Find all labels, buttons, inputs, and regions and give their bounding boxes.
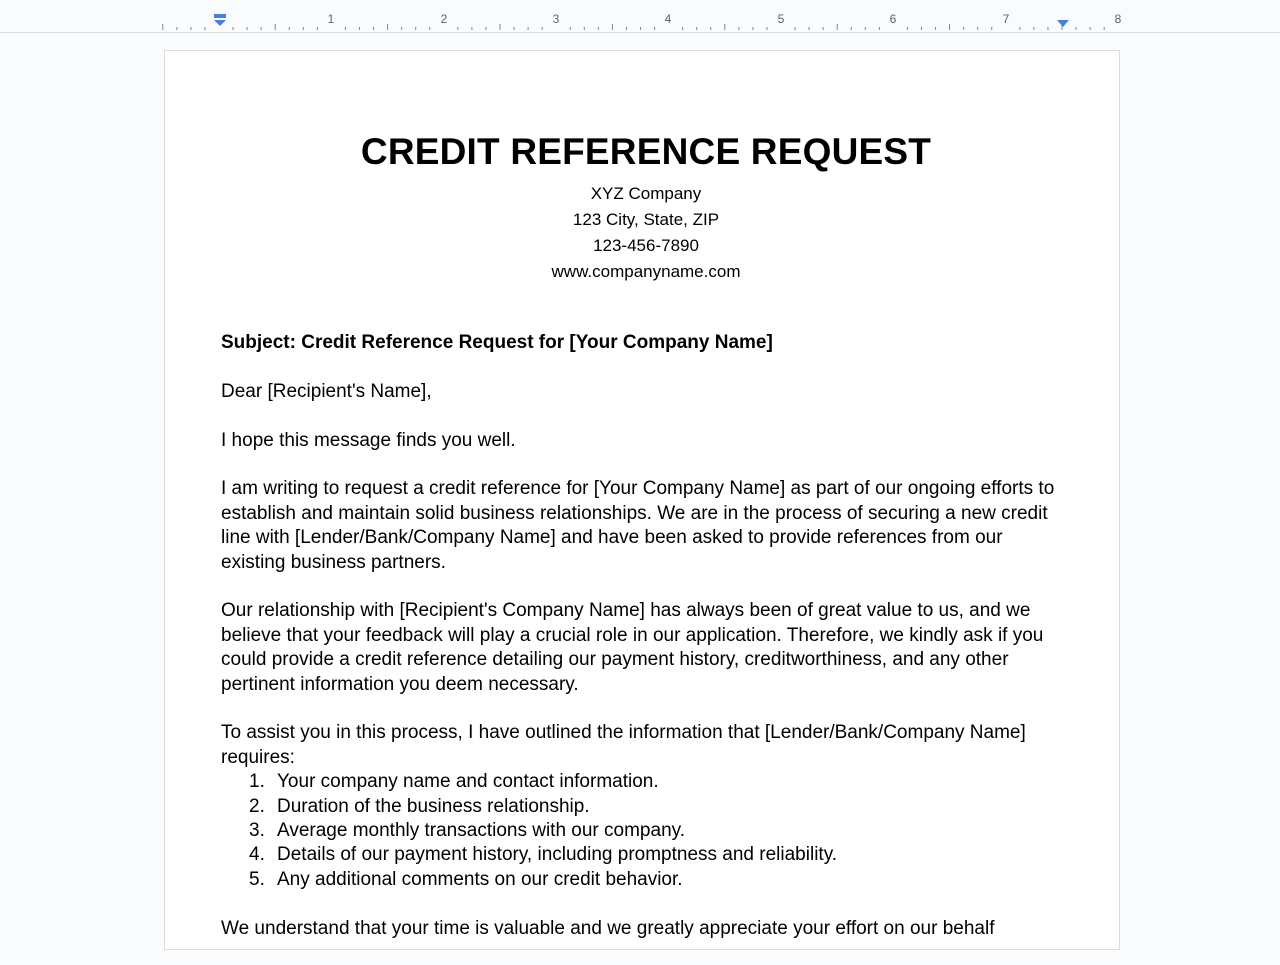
ruler-number: 1 <box>327 12 335 26</box>
horizontal-ruler[interactable] <box>0 0 1280 33</box>
salutation: Dear [Recipient's Name], <box>221 380 432 402</box>
ruler-number: 3 <box>552 12 560 26</box>
paragraph-partial: We understand that your time is valuable and we greatly appreciate your effort on our behalf <box>221 917 995 939</box>
list-number: 5. <box>249 868 265 890</box>
paragraph: Our relationship with [Recipient's Company Name] has always been of great value to us, and we believe that your feedback will play a crucial role in our application. Therefore, we kindly ask if you could provide a credit reference detailing our payment history, creditworthiness, and any other pertinent information you deem necessary. <box>221 600 1044 695</box>
list-text: Average monthly transactions with our company. <box>277 820 685 842</box>
list-number: 2. <box>249 795 265 817</box>
ruler-number: 8 <box>1114 12 1122 26</box>
list-number: 3. <box>249 820 265 842</box>
paragraph: I hope this message finds you well. <box>221 429 516 451</box>
subject-line: Subject: Credit Reference Request for [Your Company Name] <box>221 332 773 353</box>
ruler-number: 5 <box>777 12 785 26</box>
company-phone: 123-456-7890 <box>593 236 699 255</box>
list-text: Your company name and contact information. <box>277 771 659 793</box>
ruler-number: 7 <box>1002 12 1010 26</box>
list-item <box>221 843 1071 867</box>
list-text: Duration of the business relationship. <box>277 795 590 817</box>
list-item <box>221 770 1071 794</box>
list-number: 1. <box>249 771 265 793</box>
company-website: www.companyname.com <box>551 262 741 281</box>
ruler-number: 4 <box>664 12 672 26</box>
ruler-ticks <box>0 0 1280 32</box>
list-text: Any additional comments on our credit behavior. <box>277 868 683 890</box>
right-indent-marker[interactable] <box>1055 19 1071 31</box>
document-title: CREDIT REFERENCE REQUEST <box>360 131 932 172</box>
list-item <box>221 868 1071 892</box>
company-address: 123 City, State, ZIP <box>572 210 720 229</box>
document-page[interactable] <box>164 50 1120 950</box>
list-text: Details of our payment history, including promptness and reliability. <box>277 844 838 866</box>
list-item <box>221 819 1071 843</box>
paragraph: I am writing to request a credit reference for [Your Company Name] as part of our ongoing efforts to establish and maintain solid business relationships. We are in the process of securing a new credit line with [Lender/Bank/Company Name] and have been asked to provide references from our existing business partners. <box>221 478 1055 573</box>
list-number: 4. <box>249 844 265 866</box>
left-indent-marker[interactable] <box>212 14 228 30</box>
company-name: XYZ Company <box>590 184 702 203</box>
paragraph: To assist you in this process, I have outlined the information that [Lender/Bank/Company Name] requires: <box>221 722 1026 768</box>
list-item <box>221 795 1071 819</box>
requirements-list <box>221 770 1071 892</box>
ruler-number: 2 <box>440 12 448 26</box>
document-body[interactable] <box>221 129 1071 965</box>
ruler-number: 6 <box>889 12 897 26</box>
company-info <box>221 181 1071 285</box>
